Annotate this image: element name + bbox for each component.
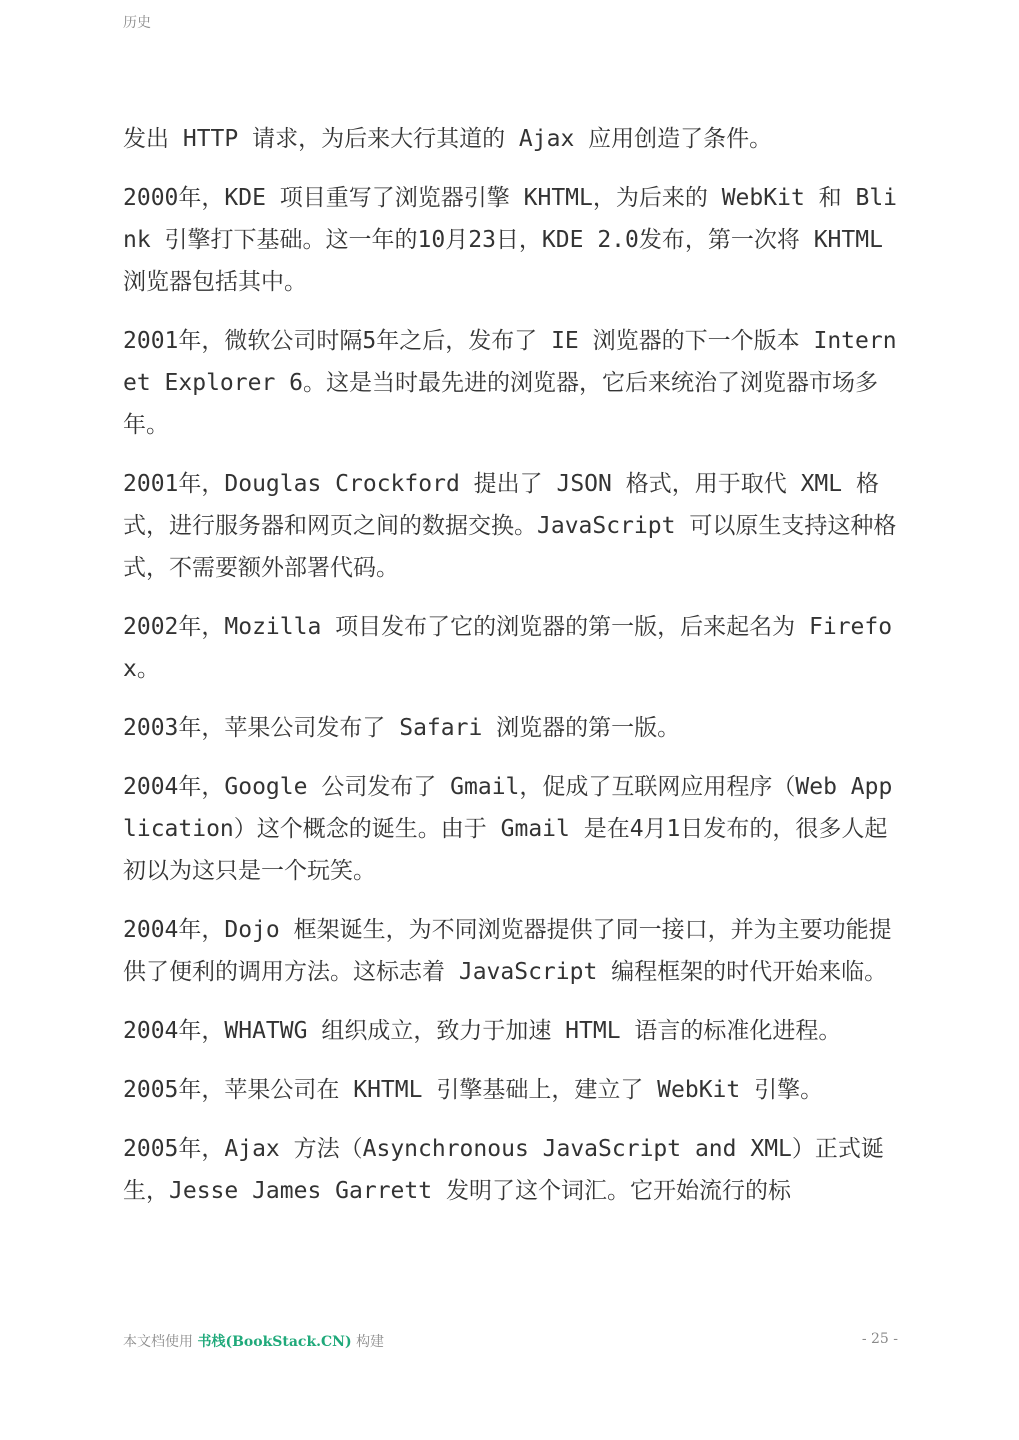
bookstack-link[interactable]: 书栈(BookStack.CN)	[197, 1334, 352, 1350]
paragraph-10: 2005年，苹果公司在 KHTML 引擎基础上，建立了 WebKit 引擎。	[123, 1077, 824, 1103]
paragraph-7: 2004年，Google 公司发布了 Gmail，促成了互联网应用程序（Web Application）这个概念的诞生。由于 Gmail 是在4月1日发布的，很多人起初以为这只是一个玩笑。	[123, 774, 893, 884]
document-body	[123, 118, 898, 1229]
page-header-section-title: 历史	[123, 15, 151, 31]
paragraph-8: 2004年，Dojo 框架诞生，为不同浏览器提供了同一接口，并为主要功能提供了便利的调用方法。这标志着 JavaScript 编程框架的时代开始来临。	[123, 917, 892, 985]
footer-suffix: 构建	[356, 1334, 385, 1350]
paragraph-3: 2001年，微软公司时隔5年之后，发布了 IE 浏览器的下一个版本 Internet Explorer 6。这是当时最先进的浏览器，它后来统治了浏览器市场多年。	[123, 328, 897, 438]
paragraph-6: 2003年，苹果公司发布了 Safari 浏览器的第一版。	[123, 715, 681, 741]
paragraph-4: 2001年，Douglas Crockford 提出了 JSON 格式，用于取代 XML 格式，进行服务器和网页之间的数据交换。JavaScript 可以原生支持这种格式，不需要额外部署代码。	[123, 471, 897, 581]
paragraph-2: 2000年，KDE 项目重写了浏览器引擎 KHTML，为后来的 WebKit 和 Blink 引擎打下基础。这一年的10月23日，KDE 2.0发布，第一次将 KHTML 浏览器包括其中。	[123, 185, 898, 295]
paragraph-1: 发出 HTTP 请求，为后来大行其道的 Ajax 应用创造了条件。	[123, 126, 773, 152]
footer-credit	[123, 1331, 384, 1351]
page-footer	[123, 1331, 898, 1351]
footer-prefix: 本文档使用	[123, 1334, 193, 1350]
paragraph-11: 2005年，Ajax 方法（Asynchronous JavaScript and XML）正式诞生，Jesse James Garrett 发明了这个词汇。它开始流行的标	[123, 1136, 884, 1204]
page-number: - 25 -	[861, 1331, 898, 1347]
paragraph-9: 2004年，WHATWG 组织成立，致力于加速 HTML 语言的标准化进程。	[123, 1018, 842, 1044]
paragraph-5: 2002年，Mozilla 项目发布了它的浏览器的第一版，后来起名为 Firefox。	[123, 614, 893, 682]
